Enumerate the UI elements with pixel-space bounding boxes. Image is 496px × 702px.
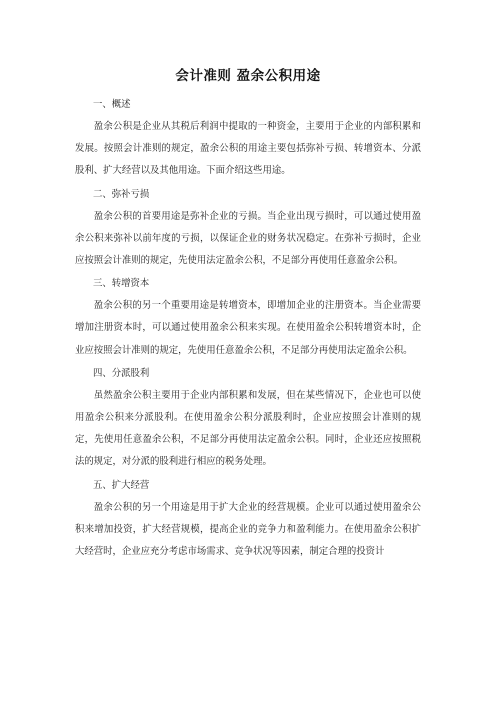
section-paragraph: 虽然盈余公积主要用于企业内部积累和发展，但在某些情况下，企业也可以使用盈余公积来分派股利。在使用盈余公积分派股利时，企业应按照会计准则的规定，先使用任意盈余公积，不足部分再使用法定盈余公积。同时，企业还应按照税法的规定，对分派的股利进行相应的税务处理。 [75, 389, 421, 468]
section-dividends [75, 363, 421, 474]
document-body [75, 94, 421, 563]
section-heading: 四、分派股利 [93, 367, 150, 379]
document-title: 会计准则 盈余公积用途 [175, 68, 321, 84]
section-capital-conversion [75, 273, 421, 362]
section-heading: 二、弥补亏损 [93, 188, 150, 200]
section-heading: 三、转增资本 [93, 278, 150, 290]
section-paragraph: 盈余公积的首要用途是弥补企业的亏损。当企业出现亏损时，可以通过使用盈余公积来弥补以前年度的亏损，以保证企业的财务状况稳定。在弥补亏损时，企业应按照会计准则的规定，先使用法定盈余公积，不足部分再使用任意盈余公积。 [75, 210, 421, 267]
section-heading: 一、概述 [93, 99, 131, 110]
section-paragraph: 盈余公积的另一个重要用途是转增资本，即增加企业的注册资本。当企业需要增加注册资本时，可以通过使用盈余公积来实现。在使用盈余公积转增资本时，企业应按照会计准则的规定，先使用任意盈余公积，不足部分再使用法定盈余公积。 [75, 300, 421, 356]
section-expand-operations [75, 475, 421, 564]
section-paragraph: 盈余公积是企业从其税后利润中提取的一种资金，主要用于企业的内部积累和发展。按照会计准则的规定，盈余公积的用途主要包括弥补亏损、转增资本、分派股利、扩大经营以及其他用途。下面介绍这些用途。 [75, 121, 421, 177]
section-paragraph: 盈余公积的另一个用途是用于扩大企业的经营规模。企业可以通过使用盈余公积来增加投资，扩大经营规模，提高企业的竞争力和盈利能力。在使用盈余公积扩大经营时，企业应充分考虑市场需求、竞争状况等因素，制定合理的投资计 [75, 501, 421, 558]
section-cover-losses [75, 184, 421, 273]
section-heading: 五、扩大经营 [93, 479, 150, 491]
section-overview [75, 94, 421, 183]
